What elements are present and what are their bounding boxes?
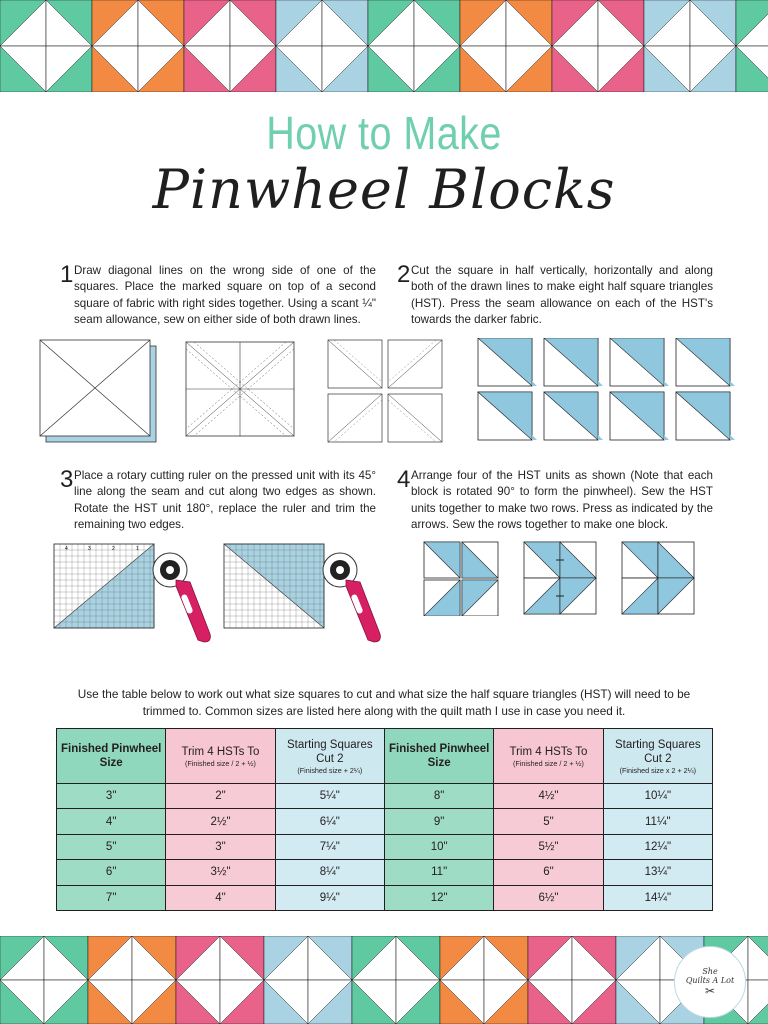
- header-finished-size-label: Finished Pinwheel Size: [61, 743, 162, 769]
- step-3-number: 3: [60, 466, 74, 493]
- ruler-trim-left: [54, 544, 154, 628]
- pinwheel-hst-unit: [658, 578, 694, 614]
- table-cell: 5": [57, 834, 166, 859]
- border-hst-square: [176, 936, 220, 980]
- border-hst-square: [92, 46, 138, 92]
- step-4-block-diagrams: [420, 540, 710, 616]
- border-hst-square: [138, 46, 184, 92]
- header-starting-squares-note: (Finished size + 2¼): [297, 765, 363, 775]
- hst-unit: [610, 392, 669, 440]
- hst-unit: [478, 338, 537, 386]
- header-trim-hst-label: Trim 4 HSTs To: [181, 745, 260, 758]
- border-hst-square: [46, 46, 92, 92]
- border-hst-square: [598, 46, 644, 92]
- header-finished-size-2: [384, 729, 493, 784]
- border-hst-square: [220, 980, 264, 1024]
- sewn-square-diagram: [186, 342, 294, 436]
- table-row: [57, 885, 713, 910]
- table-cell: 5¼": [275, 784, 384, 809]
- step-4: [397, 468, 713, 533]
- title-pinwheel-blocks: Pinwheel Blocks: [152, 158, 616, 221]
- border-hst-square: [88, 980, 132, 1024]
- cut-square-diagram: [328, 340, 442, 442]
- border-hst-square: [736, 46, 768, 92]
- border-hst-square: [528, 980, 572, 1024]
- title-how-to-make: How to Make: [266, 107, 502, 159]
- border-hst-square: [0, 46, 46, 92]
- pinwheel-layout-diagram: [424, 542, 498, 616]
- border-hst-square: [690, 46, 736, 92]
- border-hst-square: [322, 0, 368, 46]
- marked-square-diagram: [40, 340, 156, 442]
- border-hst-square: [92, 0, 138, 46]
- table-cell: 7": [57, 885, 166, 910]
- table-cell: 3": [166, 834, 275, 859]
- table-cell: 3½": [166, 860, 275, 885]
- pinwheel-hst-unit: [424, 542, 460, 578]
- table-cell: 12¼": [603, 834, 712, 859]
- border-hst-square: [88, 936, 132, 980]
- table-cell: 4": [166, 885, 275, 910]
- header-trim-hst-2: [494, 729, 603, 784]
- border-hst-square: [368, 46, 414, 92]
- table-cell: 2": [166, 784, 275, 809]
- step-1-text: Draw diagonal lines on the wrong side of one of the squares. Place the marked square on top of a second square of fabric with right sides together. Using a scant ¼" seam allowance, sew on either side of both drawn lines.: [74, 264, 376, 326]
- border-hst-square: [414, 46, 460, 92]
- border-hst-square: [572, 980, 616, 1024]
- table-cell: 3": [57, 784, 166, 809]
- border-hst-square: [44, 936, 88, 980]
- border-hst-square: [230, 0, 276, 46]
- border-hst-square: [264, 980, 308, 1024]
- border-hst-square: [396, 936, 440, 980]
- pinwheel-rows-diagram: [524, 542, 596, 614]
- border-hst-square: [644, 0, 690, 46]
- bottom-pinwheel-border: [0, 936, 768, 1024]
- rotary-cutter-right-icon: [323, 553, 380, 642]
- border-hst-square: [44, 980, 88, 1024]
- table-cell: 8": [384, 784, 493, 809]
- pinwheel-finished-block-diagram: [622, 542, 694, 614]
- border-hst-square: [552, 46, 598, 92]
- pinwheel-hst-unit: [622, 578, 658, 614]
- table-cell: 11¼": [603, 809, 712, 834]
- she-quilts-a-lot-logo: [674, 946, 746, 1018]
- hst-unit: [676, 338, 735, 386]
- border-hst-square: [440, 936, 484, 980]
- border-hst-square: [748, 980, 768, 1024]
- border-hst-square: [506, 46, 552, 92]
- border-hst-square: [264, 936, 308, 980]
- step-3-text: Place a rotary cutting ruler on the pressed unit with its 45° line along the seam and cut along two edges as shown. Rotate the HST unit 180°, replace the ruler and trim the remaining two edges.: [74, 469, 376, 531]
- eight-hst-units-diagram: [478, 338, 735, 440]
- pinwheel-hst-unit: [524, 542, 560, 578]
- hst-unit: [544, 392, 603, 440]
- pinwheel-hst-unit: [560, 578, 596, 614]
- border-hst-square: [176, 980, 220, 1024]
- header-starting-squares-2: [603, 729, 712, 784]
- border-hst-square: [138, 0, 184, 46]
- table-cell: 10¼": [603, 784, 712, 809]
- step-2: [397, 263, 713, 328]
- header-trim-hst-2-label: Trim 4 HSTs To: [509, 745, 588, 758]
- header-trim-hst-note: (Finished size / 2 + ½): [185, 758, 256, 768]
- header-starting-squares-2-note: (Finished size x 2 + 2¼): [619, 765, 697, 775]
- border-hst-square: [748, 936, 768, 980]
- hst-unit: [478, 392, 537, 440]
- border-hst-square: [552, 0, 598, 46]
- pinwheel-hst-unit: [658, 542, 694, 578]
- border-hst-square: [230, 46, 276, 92]
- step-2-text: Cut the square in half vertically, horizontally and along both of the drawn lines to make eight half square triangles (HST). Press the seam allowance on each of the HST's towards the darker fabric.: [411, 264, 713, 326]
- table-cell: 9¼": [275, 885, 384, 910]
- border-hst-square: [484, 936, 528, 980]
- ruler-trim-right: [224, 544, 324, 628]
- pinwheel-hst-unit: [524, 578, 560, 614]
- step-1: [60, 263, 376, 328]
- border-hst-square: [0, 980, 44, 1024]
- ruler-left-number-3: 3: [88, 546, 91, 552]
- border-hst-square: [132, 980, 176, 1024]
- pinwheel-hst-unit: [622, 542, 658, 578]
- border-hst-square: [352, 936, 396, 980]
- border-hst-square: [322, 46, 368, 92]
- pinwheel-hst-unit: [424, 580, 460, 616]
- header-starting-squares: [275, 729, 384, 784]
- border-hst-square: [276, 46, 322, 92]
- border-hst-square: [644, 46, 690, 92]
- sewing-machine-icon: ✂: [704, 984, 716, 998]
- border-hst-square: [0, 936, 44, 980]
- border-hst-square: [184, 0, 230, 46]
- step-2-number: 2: [397, 261, 411, 288]
- border-hst-square: [132, 936, 176, 980]
- step-3-trimming-diagrams: [50, 536, 390, 648]
- border-hst-square: [184, 46, 230, 92]
- table-cell: 6¼": [275, 809, 384, 834]
- table-header-row: [57, 729, 713, 784]
- border-hst-square: [528, 936, 572, 980]
- table-row: [57, 809, 713, 834]
- top-pinwheel-border-art: [0, 0, 768, 92]
- table-cell: 10": [384, 834, 493, 859]
- table-cell: 11": [384, 860, 493, 885]
- header-starting-squares-label: Starting Squares Cut 2: [286, 738, 373, 765]
- border-hst-square: [572, 936, 616, 980]
- border-hst-square: [506, 0, 552, 46]
- ruler-left-number-4: 4: [65, 546, 68, 552]
- step-3: [60, 468, 376, 533]
- logo-line-2: Quilts A Lot: [685, 976, 735, 985]
- table-row: [57, 860, 713, 885]
- table-row: [57, 784, 713, 809]
- table-cell: 5": [494, 809, 603, 834]
- border-hst-square: [368, 0, 414, 46]
- header-trim-hst-2-note: (Finished size / 2 + ½): [513, 758, 584, 768]
- border-hst-square: [616, 980, 660, 1024]
- table-cell: 4½": [494, 784, 603, 809]
- border-hst-square: [0, 0, 46, 46]
- header-trim-hst: [166, 729, 275, 784]
- border-hst-square: [46, 0, 92, 46]
- border-hst-square: [690, 0, 736, 46]
- border-hst-square: [396, 980, 440, 1024]
- header-starting-squares-2-label: Starting Squares Cut 2: [614, 738, 701, 765]
- table-cell: 9": [384, 809, 493, 834]
- top-pinwheel-border: [0, 0, 768, 92]
- table-cell: 8¼": [275, 860, 384, 885]
- table-cell: 5½": [494, 834, 603, 859]
- hst-unit: [544, 338, 603, 386]
- ruler-left-number-1: 1: [136, 546, 139, 552]
- table-cell: 2½": [166, 809, 275, 834]
- hst-unit: [610, 338, 669, 386]
- border-hst-square: [460, 46, 506, 92]
- border-hst-square: [308, 936, 352, 980]
- table-cell: 13¼": [603, 860, 712, 885]
- pinwheel-hst-unit: [462, 580, 498, 616]
- hst-unit: [676, 392, 735, 440]
- step-4-text: Arrange four of the HST units as shown (Note that each block is rotated 90° to form the pinwheel). Sew the HST units together to make two rows. Press as indicated by the arrows. Sew the rows together to make one block.: [411, 469, 713, 531]
- table-cell: 14¼": [603, 885, 712, 910]
- border-hst-square: [616, 936, 660, 980]
- pinwheel-size-table: [56, 728, 713, 911]
- table-cell: 6½": [494, 885, 603, 910]
- table-cell: 4": [57, 809, 166, 834]
- border-hst-square: [308, 980, 352, 1024]
- border-hst-square: [220, 936, 264, 980]
- steps-1-2-diagrams: [38, 338, 758, 450]
- rotary-cutter-left-icon: [153, 553, 210, 642]
- pinwheel-hst-unit: [462, 542, 498, 578]
- table-cell: 7¼": [275, 834, 384, 859]
- table-cell: 12": [384, 885, 493, 910]
- border-hst-square: [460, 0, 506, 46]
- border-hst-square: [440, 980, 484, 1024]
- border-hst-square: [414, 0, 460, 46]
- table-row: [57, 834, 713, 859]
- step-4-number: 4: [397, 466, 411, 493]
- border-hst-square: [276, 0, 322, 46]
- ruler-left-number-2: 2: [112, 546, 115, 552]
- border-hst-square: [352, 980, 396, 1024]
- pinwheel-hst-unit: [560, 542, 596, 578]
- header-finished-size: [57, 729, 166, 784]
- table-cell: 6": [494, 860, 603, 885]
- header-finished-size-2-label: Finished Pinwheel Size: [388, 743, 490, 769]
- border-hst-square: [598, 0, 644, 46]
- step-1-number: 1: [60, 261, 74, 288]
- border-hst-square: [484, 980, 528, 1024]
- table-cell: 6": [57, 860, 166, 885]
- table-intro-text: Use the table below to work out what size squares to cut and what size the half square triangles (HST) will need to be trimmed to. Common sizes are listed here along with the quilt math I use in case you need it.: [77, 687, 691, 718]
- bottom-pinwheel-border-art: [0, 936, 768, 1024]
- border-hst-square: [736, 0, 768, 46]
- logo-line-1: She: [702, 967, 718, 976]
